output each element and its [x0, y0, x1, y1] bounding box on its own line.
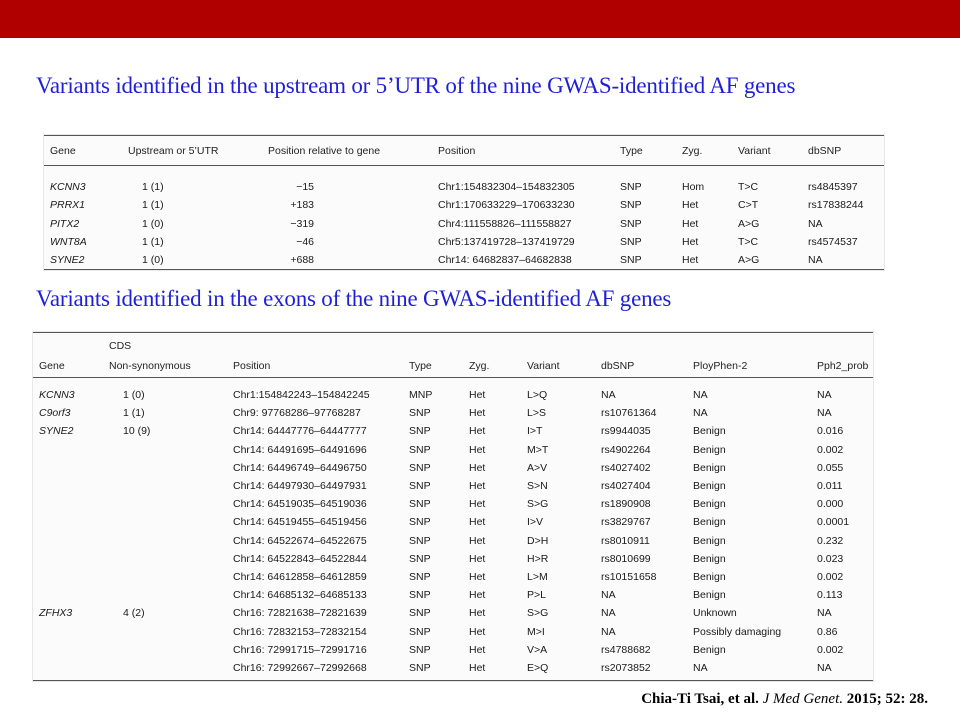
cell-pph2-prob: 0.000 [817, 498, 844, 511]
cell-dbsnp: NA [601, 625, 616, 638]
cell-gene: KCNN3 [39, 389, 75, 402]
cell-nonsynonymous-count: 10 (9) [123, 425, 151, 438]
title-accent-bar [0, 0, 960, 38]
cell-polyphen: Benign [693, 534, 726, 547]
table-row [44, 251, 884, 270]
cell-position: Chr14: 64497930–64497931 [233, 480, 367, 493]
cell-type: SNP [409, 407, 431, 420]
cell-dbsnp: rs3829767 [601, 516, 651, 529]
cell-pph2-prob: 0.011 [817, 480, 843, 493]
cell-variant: S>G [527, 498, 549, 511]
cell-relative-position: −46 [296, 236, 314, 249]
cell-gene [33, 641, 103, 659]
table-row [33, 459, 873, 477]
cell-zygosity: Het [469, 425, 486, 438]
cell-dbsnp: rs10151658 [601, 570, 657, 583]
cell-type: SNP [409, 534, 431, 547]
exon-variants-heading: Variants identified in the exons of the nine GWAS-identified AF genes [36, 286, 672, 311]
table-row [44, 215, 884, 233]
cell-dbsnp: rs4788682 [601, 643, 651, 656]
table-header-row [33, 355, 873, 378]
table-row [33, 441, 873, 459]
cell-zygosity: Het [469, 389, 486, 402]
cell-dbsnp: rs8010699 [601, 552, 651, 565]
cell-polyphen: Benign [693, 570, 726, 583]
cell-variant: L>M [527, 570, 548, 583]
col-header-position: Position [227, 355, 403, 378]
cell-polyphen: Unknown [693, 607, 737, 620]
cell-gene [33, 550, 103, 568]
cell-variant: M>T [527, 443, 549, 456]
cell-nonsynonymous-count [103, 659, 227, 681]
cell-position: Chr1:170633229–170633230 [438, 199, 575, 212]
cell-position: Chr9: 97768286–97768287 [233, 407, 361, 420]
cell-nonsynonymous-count [103, 622, 227, 640]
cell-type: SNP [409, 498, 431, 511]
cell-position: Chr1:154832304–154832305 [438, 181, 575, 194]
cell-nonsynonymous-count: 4 (2) [123, 607, 145, 620]
cell-dbsnp: rs4845397 [808, 181, 858, 194]
cell-position: Chr14: 64685132–64685133 [233, 589, 367, 602]
upstream-variants-heading: Variants identified in the upstream or 5’UTR of the nine GWAS-identified AF genes [36, 73, 796, 98]
cell-nonsynonymous-count [103, 459, 227, 477]
cell-type: SNP [409, 480, 431, 493]
cell-position: Chr4:111558826–111558827 [438, 217, 572, 230]
cell-type: SNP [620, 199, 642, 212]
col-header-type: Type [614, 136, 676, 166]
table-row [33, 586, 873, 604]
cell-zygosity: Het [469, 589, 486, 602]
col-header-relative-position: Position relative to gene [262, 136, 432, 166]
cell-upstream-count: 1 (1) [142, 236, 164, 249]
table-row [33, 659, 873, 681]
cell-upstream-count: 1 (0) [142, 217, 164, 230]
cell-pph2-prob: NA [817, 661, 832, 674]
col-header-polyphen: PloyPhen-2 [687, 355, 811, 378]
cell-polyphen: Benign [693, 552, 726, 565]
cell-pph2-prob: NA [817, 607, 832, 620]
cell-position: Chr14: 64522674–64522675 [233, 534, 367, 547]
cell-nonsynonymous-count [103, 586, 227, 604]
cell-pph2-prob: NA [817, 407, 832, 420]
cell-variant: M>I [527, 625, 545, 638]
col-header-zygosity: Zyg. [463, 355, 521, 378]
col-header-dbsnp: dbSNP [802, 136, 884, 166]
cell-type: SNP [409, 443, 431, 456]
cell-pph2-prob: 0.002 [817, 570, 844, 583]
cell-zygosity: Het [469, 407, 486, 420]
cell-variant: S>N [527, 480, 548, 493]
cell-dbsnp: NA [601, 589, 616, 602]
cell-dbsnp: rs4027404 [601, 480, 651, 493]
cell-upstream-count: 1 (0) [142, 254, 164, 267]
cell-relative-position: +688 [290, 254, 314, 267]
col-header-gene: Gene [44, 136, 122, 166]
col-header-variant: Variant [521, 355, 595, 378]
cell-zygosity: Het [469, 661, 486, 674]
cell-variant: V>A [527, 643, 548, 656]
cell-nonsynonymous-count [103, 568, 227, 586]
cell-nonsynonymous-count [103, 550, 227, 568]
cell-variant: P>L [527, 589, 546, 602]
col-header-gene: Gene [33, 355, 103, 378]
upstream-variants-table [44, 135, 884, 270]
cell-zygosity: Het [469, 443, 486, 456]
cell-polyphen: NA [693, 661, 708, 674]
cell-gene [33, 459, 103, 477]
cell-variant: I>V [527, 516, 544, 529]
cell-variant: L>Q [527, 389, 548, 402]
cell-type: SNP [409, 570, 431, 583]
cell-gene [33, 586, 103, 604]
cell-pph2-prob: 0.002 [817, 643, 844, 656]
cell-dbsnp: rs17838244 [808, 199, 864, 212]
table-row [33, 495, 873, 513]
cell-dbsnp: NA [808, 217, 823, 230]
cell-pph2-prob: 0.002 [817, 443, 844, 456]
cell-nonsynonymous-count [103, 513, 227, 531]
cell-polyphen: Possibly damaging [693, 625, 782, 638]
cell-upstream-count: 1 (1) [142, 199, 164, 212]
exon-variants-table [33, 332, 873, 681]
cell-relative-position: +183 [290, 199, 314, 212]
cell-gene [33, 622, 103, 640]
cell-type: SNP [409, 461, 431, 474]
cell-position: Chr14: 64447776–64447777 [233, 425, 367, 438]
table-row [33, 404, 873, 422]
cell-polyphen: NA [693, 407, 708, 420]
cell-gene [33, 495, 103, 513]
cell-pph2-prob: 0.055 [817, 461, 844, 474]
cell-gene: WNT8A [50, 236, 87, 249]
cell-dbsnp: NA [601, 389, 616, 402]
cell-nonsynonymous-count [103, 495, 227, 513]
cell-type: SNP [409, 425, 431, 438]
cell-type: SNP [409, 589, 431, 602]
cell-zygosity: Het [469, 625, 486, 638]
cell-type: SNP [620, 217, 642, 230]
col-header-type: Type [403, 355, 463, 378]
col-header-position: Position [432, 136, 614, 166]
cell-dbsnp: rs10761364 [601, 407, 657, 420]
cell-gene [33, 441, 103, 459]
cell-variant: D>H [527, 534, 549, 547]
cell-dbsnp: rs9944035 [601, 425, 651, 438]
table-row [44, 196, 884, 214]
cell-gene: C9orf3 [39, 407, 71, 420]
cell-dbsnp: rs4027402 [601, 461, 651, 474]
cell-dbsnp: rs1890908 [601, 498, 651, 511]
col-header-dbsnp: dbSNP [595, 355, 687, 378]
cell-dbsnp: NA [808, 254, 823, 267]
cell-zygosity: Het [682, 217, 699, 230]
cell-relative-position: −319 [290, 217, 314, 230]
cell-variant: H>R [527, 552, 549, 565]
cell-type: SNP [409, 607, 431, 620]
cell-pph2-prob: 0.0001 [817, 516, 850, 529]
cell-polyphen: Benign [693, 643, 726, 656]
cell-variant: S>G [527, 607, 549, 620]
cell-zygosity: Het [682, 254, 699, 267]
cell-relative-position: −15 [296, 181, 314, 194]
cell-polyphen: Benign [693, 480, 726, 493]
cell-zygosity: Het [469, 516, 486, 529]
cell-position: Chr14: 64612858–64612859 [233, 570, 367, 583]
cell-position: Chr14: 64682837–64682838 [438, 254, 572, 267]
cell-variant: L>S [527, 407, 546, 420]
cell-variant: A>V [527, 461, 548, 474]
cell-dbsnp: rs8010911 [601, 534, 650, 547]
cell-pph2-prob: NA [817, 389, 832, 402]
cell-position: Chr16: 72832153–72832154 [233, 625, 367, 638]
cell-zygosity: Het [469, 534, 486, 547]
table-row [44, 233, 884, 251]
cell-variant: T>C [738, 236, 759, 249]
col-header-zygosity: Zyg. [676, 136, 732, 166]
table-row [33, 550, 873, 568]
cell-zygosity: Het [682, 236, 699, 249]
col-header-variant: Variant [732, 136, 802, 166]
cell-position: Chr14: 64519455–64519456 [233, 516, 367, 529]
col-header-upstream: Upstream or 5’UTR [122, 136, 262, 166]
cell-type: SNP [409, 643, 431, 656]
col-header-pph2-prob: Pph2_prob [811, 355, 873, 378]
cell-nonsynonymous-count [103, 441, 227, 459]
cell-dbsnp: NA [601, 607, 616, 620]
cell-type: SNP [620, 254, 642, 267]
cell-polyphen: Benign [693, 589, 726, 602]
table-row [33, 568, 873, 586]
cell-nonsynonymous-count [103, 641, 227, 659]
cell-variant: T>C [738, 181, 759, 194]
cell-zygosity: Het [469, 643, 486, 656]
cell-gene [33, 513, 103, 531]
col-header-nonsynonymous: Non-synonymous [103, 355, 227, 378]
cell-dbsnp: rs4902264 [601, 443, 651, 456]
cell-polyphen: Benign [693, 425, 726, 438]
cell-position: Chr1:154842243–154842245 [233, 389, 370, 402]
cell-zygosity: Het [682, 199, 699, 212]
cell-polyphen: NA [693, 389, 708, 402]
cell-zygosity: Het [469, 570, 486, 583]
cell-position: Chr16: 72992667–72992668 [233, 661, 367, 674]
table-row [33, 622, 873, 640]
cell-nonsynonymous-count [103, 477, 227, 495]
table-row [33, 532, 873, 550]
cell-position: Chr16: 72821638–72821639 [233, 607, 367, 620]
citation-reference: 2015; 52: 28. [846, 691, 928, 707]
cell-position: Chr14: 64522843–64522844 [233, 552, 367, 565]
cell-gene [33, 659, 103, 681]
cell-polyphen: Benign [693, 498, 726, 511]
cell-pph2-prob: 0.113 [817, 589, 843, 602]
cell-variant: E>Q [527, 661, 549, 674]
cell-position: Chr14: 64519035–64519036 [233, 498, 367, 511]
table-row [33, 641, 873, 659]
cell-zygosity: Het [469, 461, 486, 474]
citation-authors: Chia-Ti Tsai, et al. [641, 691, 759, 707]
cell-gene: KCNN3 [50, 181, 86, 194]
cell-type: SNP [620, 236, 642, 249]
cell-polyphen: Benign [693, 461, 726, 474]
citation [641, 691, 928, 708]
cell-zygosity: Het [469, 498, 486, 511]
cell-position: Chr14: 64496749–64496750 [233, 461, 367, 474]
cell-zygosity: Het [469, 480, 486, 493]
table-header-row-top [33, 333, 873, 356]
cell-nonsynonymous-count: 1 (1) [123, 407, 145, 420]
cell-variant: A>G [738, 217, 760, 230]
cell-position: Chr16: 72991715–72991716 [233, 643, 367, 656]
cell-type: SNP [620, 181, 642, 194]
table-row [33, 477, 873, 495]
col-header-cds: CDS [109, 340, 132, 352]
table-row [33, 422, 873, 440]
cell-variant: I>T [527, 425, 543, 438]
cell-position: Chr14: 64491695–64491696 [233, 443, 367, 456]
cell-upstream-count: 1 (1) [142, 181, 164, 194]
cell-gene [33, 477, 103, 495]
cell-type: SNP [409, 625, 431, 638]
cell-polyphen: Benign [693, 516, 726, 529]
cell-dbsnp: rs4574537 [808, 236, 858, 249]
cell-dbsnp: rs2073852 [601, 661, 651, 674]
cell-polyphen: Benign [693, 443, 726, 456]
cell-gene: PITX2 [50, 217, 80, 230]
cell-gene: SYNE2 [50, 254, 85, 267]
table-row [33, 513, 873, 531]
cell-pph2-prob: 0.016 [817, 425, 844, 438]
citation-journal: J Med Genet. [762, 691, 843, 707]
cell-zygosity: Het [469, 552, 486, 565]
cell-nonsynonymous-count [103, 532, 227, 550]
cell-type: SNP [409, 661, 431, 674]
cell-zygosity: Hom [682, 181, 705, 194]
cell-type: SNP [409, 552, 431, 565]
table-row [33, 604, 873, 622]
cell-pph2-prob: 0.232 [817, 534, 844, 547]
cell-variant: C>T [738, 199, 759, 212]
table-header-row [44, 136, 884, 166]
cell-position: Chr5:137419728–137419729 [438, 236, 575, 249]
cell-gene: SYNE2 [39, 425, 74, 438]
cell-pph2-prob: 0.023 [817, 552, 844, 565]
cell-zygosity: Het [469, 607, 486, 620]
cell-gene [33, 532, 103, 550]
cell-gene [33, 568, 103, 586]
table-row [44, 166, 884, 197]
cell-variant: A>G [738, 254, 760, 267]
cell-gene: ZFHX3 [39, 607, 73, 620]
table-row [33, 378, 873, 405]
cell-type: MNP [409, 389, 433, 402]
cell-gene: PRRX1 [50, 199, 86, 212]
cell-pph2-prob: 0.86 [817, 625, 838, 638]
cell-nonsynonymous-count: 1 (0) [123, 389, 145, 402]
cell-type: SNP [409, 516, 431, 529]
